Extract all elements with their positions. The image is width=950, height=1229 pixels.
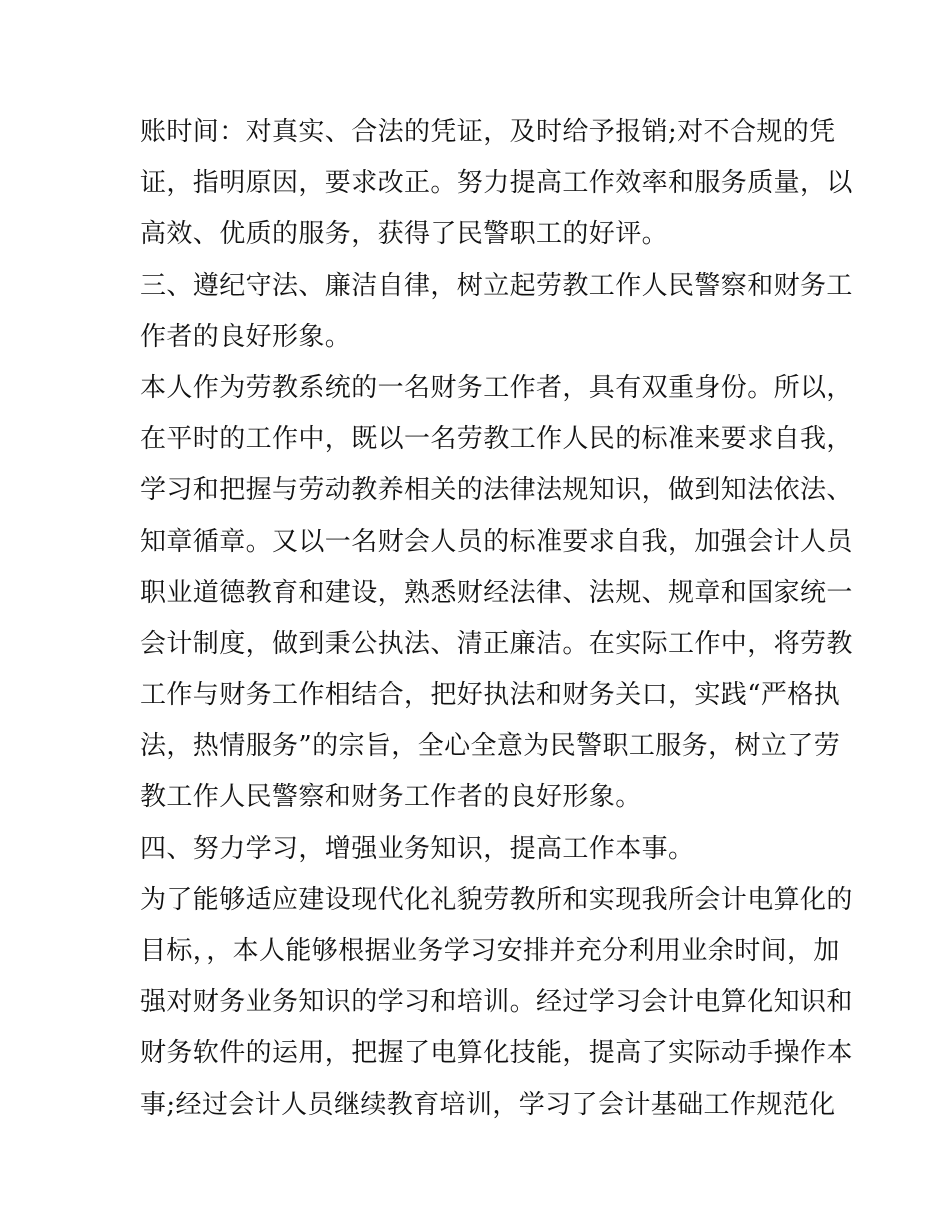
text-line: 高效、优质的服务，获得了民警职工的好评。 xyxy=(140,219,669,250)
text-line: 学习和把握与劳动教养相关的法律法规知识，做到知法依法、 xyxy=(140,475,853,506)
text-line: 证，指明原因，要求改正。努力提高工作效率和服务质量，以 xyxy=(140,168,853,199)
text-line: 工作与财务工作相结合，把好执法和财务关口，实践“严格执 xyxy=(140,680,841,711)
text-line: 知章循章。又以一名财会人员的标准要求自我，加强会计人员 xyxy=(140,526,853,557)
text-line: 财务软件的运用，把握了电算化技能，提高了实际动手操作本 xyxy=(140,1038,853,1069)
text-line: 账时间：对真实、合法的凭证，及时给予报销;对不合规的凭 xyxy=(140,117,836,147)
text-line: 本人作为劳教系统的一名财务工作者，具有双重身份。所以， xyxy=(140,372,853,403)
text-line: 目标，，本人能够根据业务学习安排并充分利用业余时间，加 xyxy=(140,936,840,966)
document-body xyxy=(140,107,853,1131)
section-heading-three-cont: 作者的良好形象。 xyxy=(140,321,352,352)
section-heading-three: 三、遵纪守法、廉洁自律，树立起劳教工作人民警察和财务工 xyxy=(140,270,853,301)
text-line: 法，热情服务”的宗旨，全心全意为民警职工服务，树立了劳 xyxy=(140,731,841,762)
text-line: 会计制度，做到秉公执法、清正廉洁。在实际工作中，将劳教 xyxy=(140,628,853,659)
text-line: 强对财务业务知识的学习和培训。经过学习会计电算化知识和 xyxy=(140,987,853,1018)
text-line: 为了能够适应建设现代化礼貌劳教所和实现我所会计电算化的 xyxy=(140,884,853,915)
text-line: 教工作人民警察和财务工作者的良好形象。 xyxy=(140,782,642,813)
text-line: 职业道德教育和建设，熟悉财经法律、法规、规章和国家统一 xyxy=(140,577,853,608)
section-heading-four: 四、努力学习，增强业务知识，提高工作本事。 xyxy=(140,833,695,864)
text-line: 在平时的工作中，既以一名劳教工作人民的标准来要求自我， xyxy=(140,424,853,455)
text-line: 事;经过会计人员继续教育培训，学习了会计基础工作规范化 xyxy=(140,1089,836,1120)
